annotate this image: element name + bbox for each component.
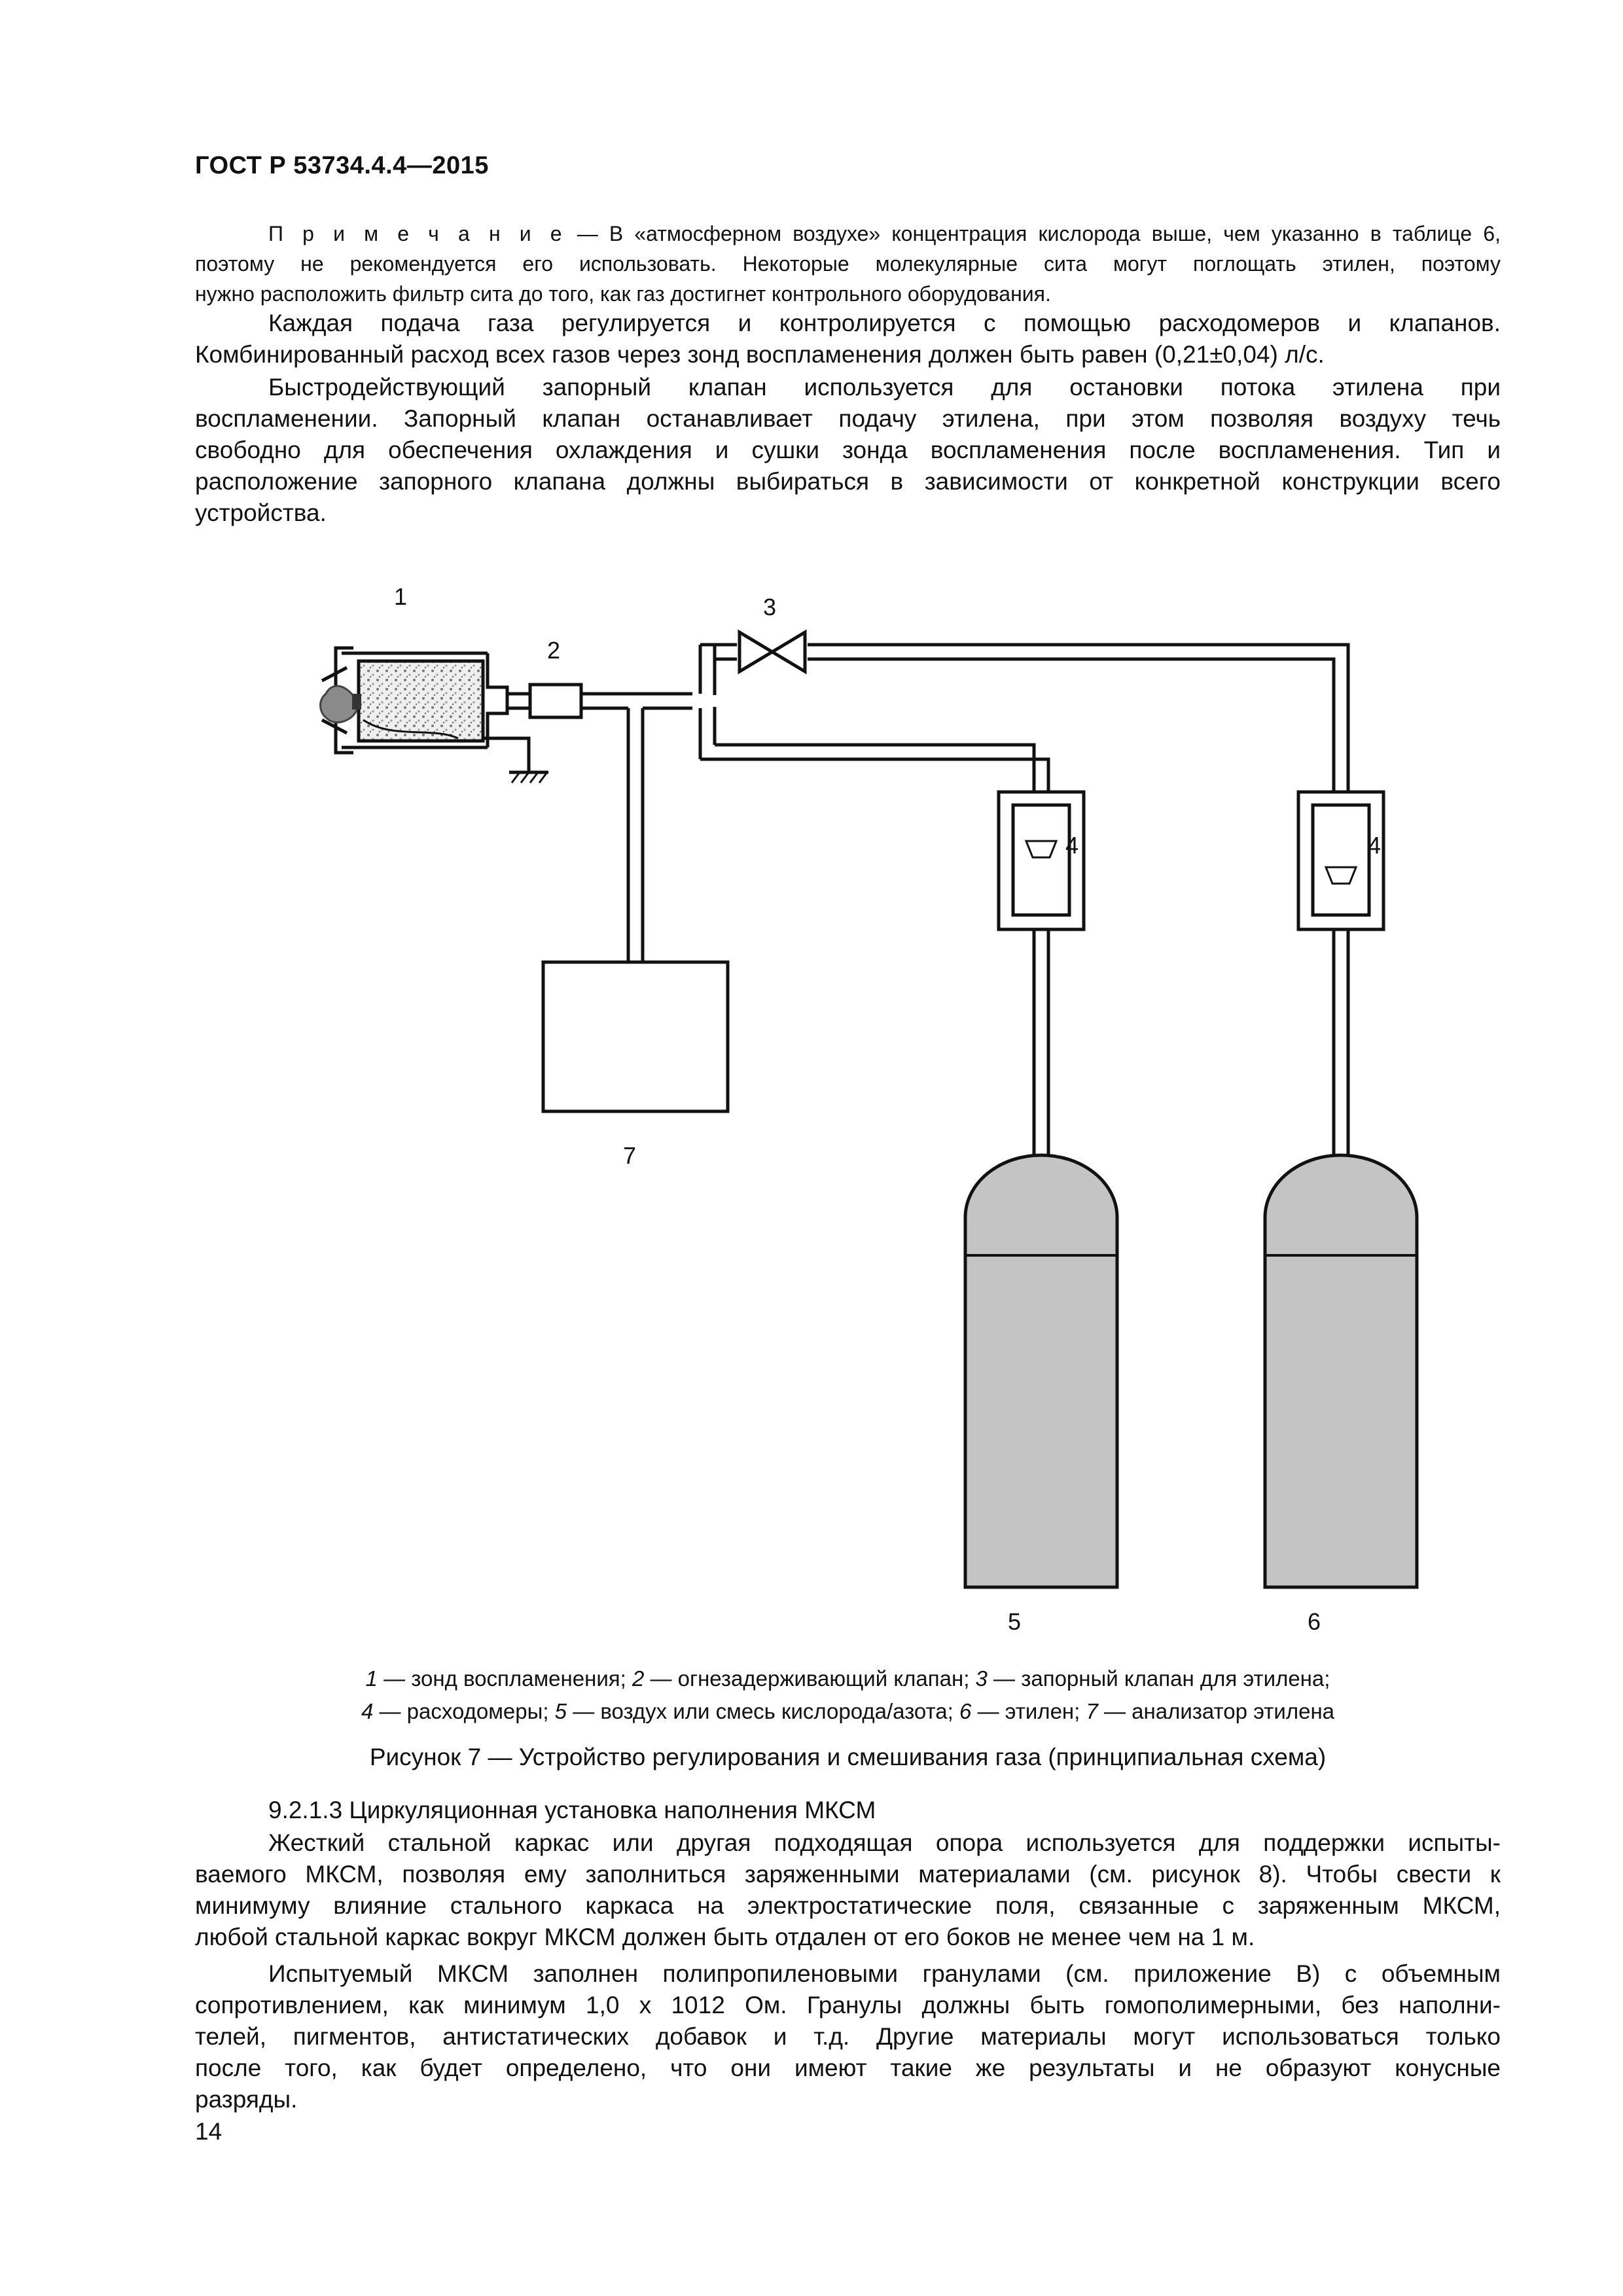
label-1: 1 [394, 583, 408, 610]
pipe-valve-to-ethylene-outer [808, 645, 1348, 792]
section-p1-line-4: любой стальной каркас вокруг МКСМ должен быть отдален от его боков не менее чем на 1 м. [195, 1924, 1255, 1950]
label-6: 6 [1308, 1608, 1321, 1635]
legend-text-5: — воздух или смесь кислорода/азота; [567, 1699, 959, 1723]
para2-line-3: свободно для обеспечения охлаждения и сушки зонда воспламенения после воспламенения. Тип и [195, 437, 1501, 463]
probe-granule-fill [359, 661, 483, 741]
legend-text-6: — этилен; [971, 1699, 1086, 1723]
para2-line-5: устройства. [195, 499, 327, 526]
flowmeter-ethylene [1298, 792, 1383, 929]
para1-line-2: Комбинированный расход всех газов через зонд воспламенения должен быть равен (0,21±0,04) л/с. [195, 341, 1325, 368]
para2-line-2: воспламенении. Запорный клапан останавливает подачу этилена, при этом позволяя воздуху течь [195, 405, 1501, 432]
ground-symbol [483, 738, 548, 783]
note-line-1-rest: — В «атмосферном воздухе» концентрация кислорода выше, чем указанно в таблице 6, [565, 222, 1501, 245]
pipe-probe-to-arrestor [507, 694, 530, 708]
legend-key-5: 5 [554, 1699, 567, 1723]
legend-text-2: — огнезадерживающий клапан; [644, 1666, 976, 1691]
note-line-2: поэтому не рекомендуется его использовать. Некоторые молекулярные сита могут поглощать этилен, поэтому [195, 252, 1501, 276]
label-4-ethylene: 4 [1368, 832, 1382, 859]
flame-arrestor [530, 685, 581, 717]
ethylene-analyzer [543, 962, 728, 1111]
legend-text-4: — расходомеры; [373, 1699, 555, 1723]
figure-title: Рисунок 7 — Устройство регулирования и смешивания газа (принципиальная схема) [369, 1744, 1327, 1770]
pipe-to-analyzer [628, 708, 643, 962]
ethylene-cylinder [1265, 1155, 1417, 1587]
legend-key-3: 3 [975, 1666, 988, 1691]
pipe-flowmeter-to-air-cylinder [1034, 929, 1048, 1162]
para2-line-1: Быстродействующий запорный клапан используется для остановки потока этилена при [268, 374, 1501, 401]
legend-text-3: — запорный клапан для этилена; [987, 1666, 1330, 1691]
label-4-air: 4 [1065, 832, 1079, 859]
section-p2-line-2: сопротивлением, как минимум 1,0 х 1012 Ом. Гранулы должны быть гомополимерными, без наполни- [195, 1992, 1501, 2018]
flame-icon [321, 686, 361, 723]
section-p2-line-3: телей, пигментов, антистатических добавок и т.д. Другие материалы могут использоваться только [195, 2023, 1501, 2050]
air-cylinder [965, 1155, 1117, 1587]
section-p1-line-1: Жесткий стальной каркас или другая подходящая опора используется для поддержки испыты- [268, 1829, 1501, 1856]
figure-legend-line-1 [195, 1662, 1501, 1695]
section-p2-line-5: разряды. [195, 2086, 298, 2113]
pipe-junction-to-air-outer [700, 759, 1048, 792]
pipe-junction-to-air-inner [715, 745, 1034, 792]
label-7: 7 [623, 1142, 637, 1169]
legend-key-2: 2 [632, 1666, 645, 1691]
legend-text-7: — анализатор этилена [1097, 1699, 1335, 1723]
legend-key-7: 7 [1086, 1699, 1098, 1723]
legend-key-4: 4 [361, 1699, 374, 1723]
shutoff-valve [740, 632, 805, 672]
page-number: 14 [195, 2118, 223, 2145]
pipe-junction-to-valve [700, 645, 737, 659]
pipe-valve-to-ethylene-inner [808, 659, 1334, 792]
note-line-3: нужно расположить фильтр сита до того, как газ достигнет контрольного оборудования. [195, 282, 1051, 306]
section-p1-line-2: ваемого МКСМ, позволяя ему заполниться заряженными материалами (см. рисунок 8). Чтобы свести к [195, 1861, 1501, 1888]
flowmeter-air [999, 792, 1084, 929]
pipe-flowmeter-to-ethylene-cylinder [1334, 929, 1348, 1162]
section-heading: 9.2.1.3 Циркуляционная установка наполнения МКСМ [268, 1797, 876, 1823]
label-3: 3 [763, 594, 777, 620]
legend-text-1: — зонд воспламенения; [377, 1666, 632, 1691]
section-p2-line-1: Испытуемый МКСМ заполнен полипропиленовыми гранулами (см. приложение В) с объемным [268, 1960, 1501, 1987]
section-p1-line-3: минимуму влияние стального каркаса на электростатические поля, связанные с заряженным МКСМ, [195, 1892, 1501, 1919]
legend-key-1: 1 [365, 1666, 378, 1691]
note-lead: П р и м е ч а н и е [268, 222, 566, 245]
para1-line-1: Каждая подача газа регулируется и контролируется с помощью расходомеров и клапанов. [268, 310, 1501, 336]
document-code-header: ГОСТ Р 53734.4.4—2015 [195, 152, 489, 179]
label-2: 2 [547, 637, 561, 664]
legend-key-6: 6 [959, 1699, 972, 1723]
label-5: 5 [1008, 1608, 1022, 1635]
figure-legend-line-2 [195, 1695, 1501, 1728]
para2-line-4: расположение запорного клапана должны выбираться в зависимости от конкретной конструкции всего [195, 468, 1501, 495]
section-p2-line-4: после того, как будет определено, что они имеют такие же результаты и не образуют конусные [195, 2054, 1501, 2081]
